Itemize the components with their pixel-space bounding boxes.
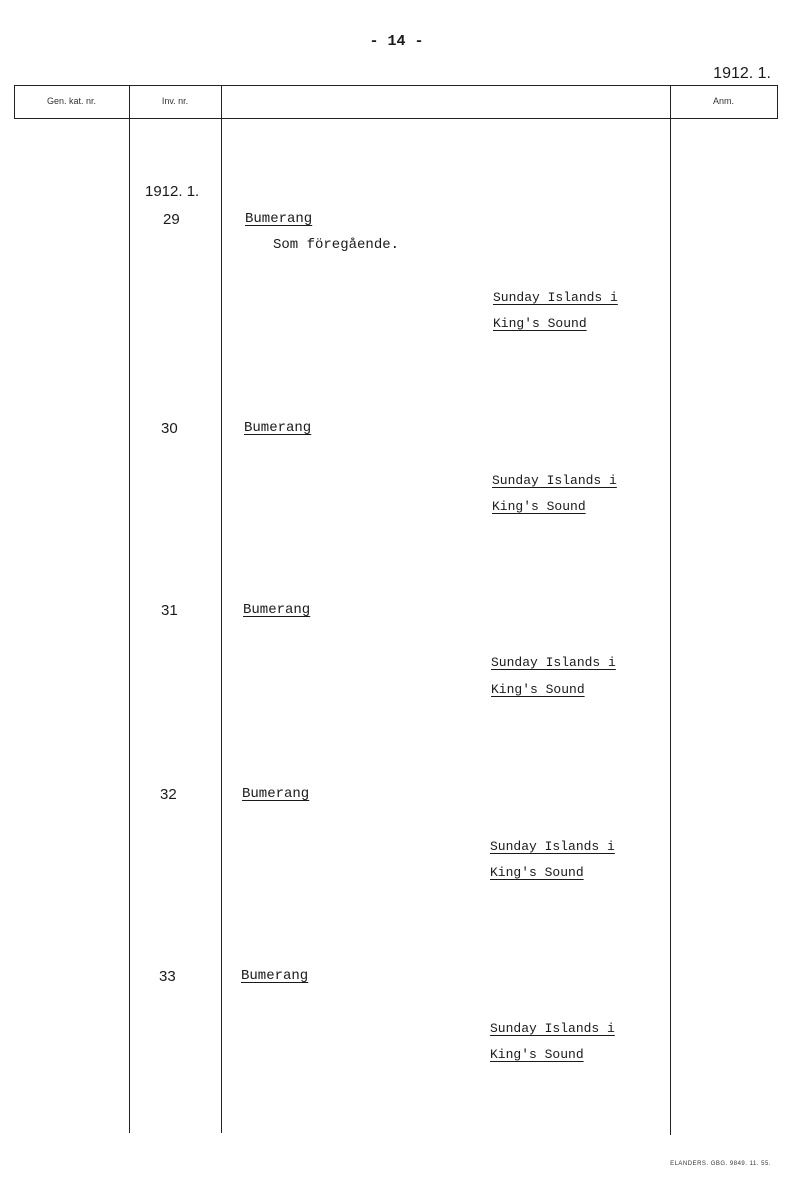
column-divider-gen-inv bbox=[129, 85, 130, 1133]
location-line-2: King's Sound bbox=[493, 316, 587, 331]
inventory-number: 33 bbox=[159, 968, 176, 985]
location-line-1: Sunday Islands i bbox=[490, 839, 615, 854]
location-line-2: King's Sound bbox=[490, 1047, 584, 1062]
header-anm: Anm. bbox=[712, 96, 734, 106]
object-description: Bumerang bbox=[243, 602, 311, 618]
location-line-2: King's Sound bbox=[490, 865, 584, 880]
column-divider-desc-anm bbox=[670, 85, 671, 1135]
location-line-2: King's Sound bbox=[492, 499, 586, 514]
top-catalog-reference: 1912. 1. bbox=[713, 65, 771, 82]
inventory-number: 31 bbox=[161, 602, 178, 619]
object-description: Bumerang bbox=[241, 968, 309, 984]
inventory-number: 30 bbox=[161, 420, 178, 437]
header-gen-kat-nr: Gen. kat. nr. bbox=[46, 96, 97, 106]
printer-imprint: ELANDERS. GBG. 9849. 11. 55. bbox=[670, 1161, 771, 1167]
object-description: Bumerang bbox=[242, 786, 310, 802]
table-right-border bbox=[777, 85, 778, 119]
column-divider-inv-desc bbox=[221, 85, 222, 1133]
object-description: Bumerang bbox=[244, 420, 312, 436]
location-line-1: Sunday Islands i bbox=[493, 290, 618, 305]
series-label: 1912. 1. bbox=[145, 183, 200, 200]
object-note: Som föregående. bbox=[273, 237, 400, 253]
location-line-1: Sunday Islands i bbox=[490, 1021, 615, 1036]
location-line-1: Sunday Islands i bbox=[492, 473, 617, 488]
object-description: Bumerang bbox=[245, 211, 313, 227]
location-line-2: King's Sound bbox=[491, 682, 585, 697]
header-inv-nr: Inv. nr. bbox=[161, 96, 189, 106]
location-line-1: Sunday Islands i bbox=[491, 655, 616, 670]
inventory-number: 32 bbox=[160, 786, 177, 803]
page-number: - 14 - bbox=[369, 33, 424, 50]
inventory-number: 29 bbox=[163, 211, 180, 228]
